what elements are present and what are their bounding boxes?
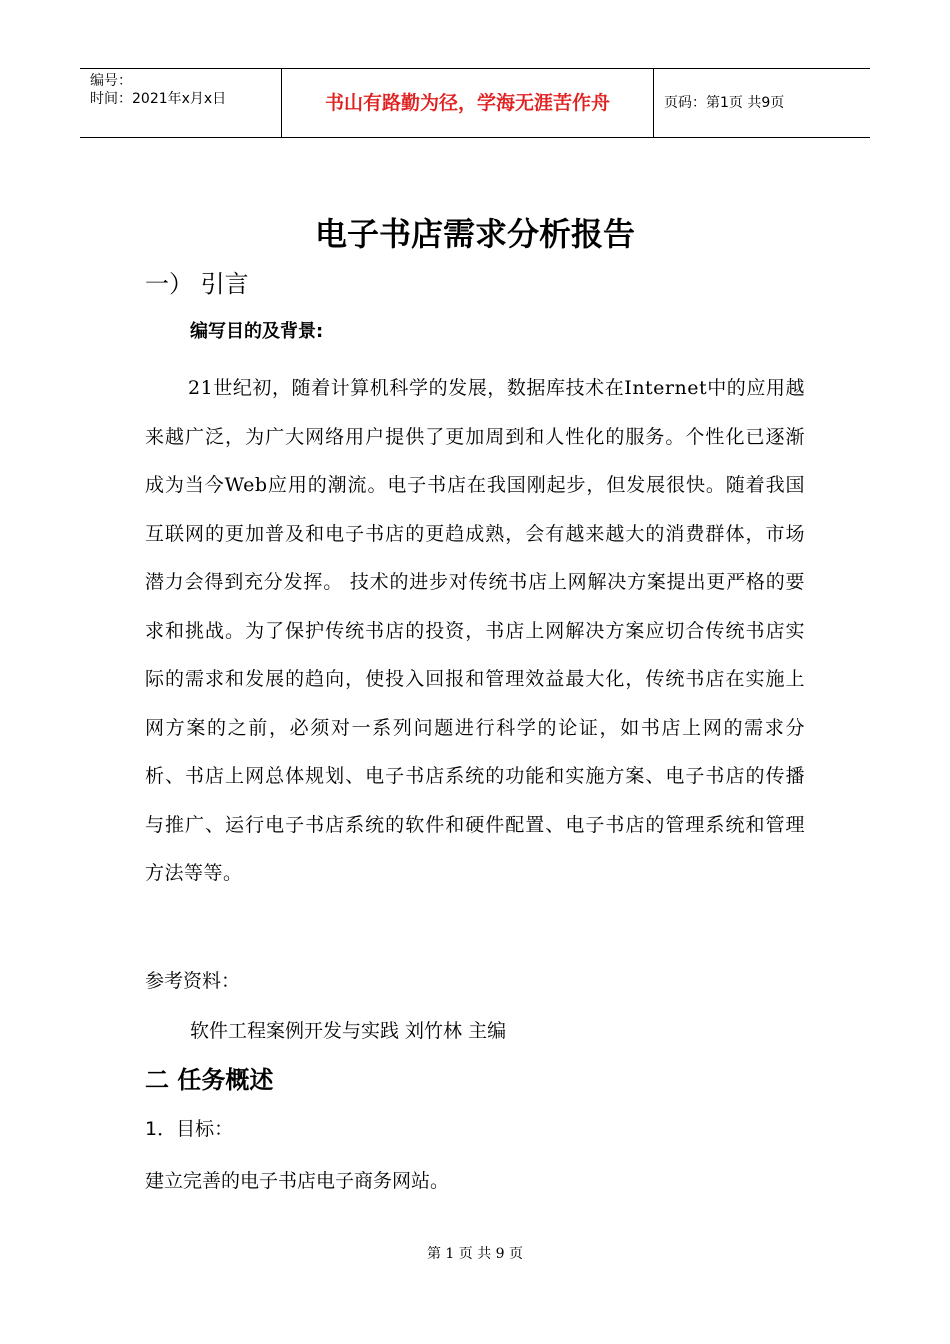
header-time-label: 时间：2021年x月x日 (90, 91, 227, 107)
header-number-label: 编号： (90, 73, 132, 89)
section-heading-task-overview: 二 任务概述 (145, 1066, 274, 1094)
header-meta (80, 69, 282, 137)
references-label: 参考资料： (145, 970, 241, 992)
subheading-purpose-background: 编写目的及背景: (190, 321, 324, 342)
reference-item: 软件工程案例开发与实践 刘竹林 主编 (190, 1020, 507, 1042)
header-page-info: 页码：第1页 共9页 (664, 95, 785, 111)
goal-label: 1．目标： (145, 1118, 234, 1140)
header-motto: 书山有路勤为径，学海无涯苦作舟 (282, 69, 654, 137)
page-header (80, 68, 870, 138)
body-paragraph: 21世纪初，随着计算机科学的发展，数据库技术在Internet中的应用越来越广泛，为广大网络用户提供了更加周到和人性化的服务。个性化已逐渐成为当今Web应用的潮流。电子书店在我国刚起步，但发展很快。随着我国互联网的更加普及和电子书店的更趋成熟，会有越来越大的消费群体，市场潜力会得到充分发挥。 技术的进步对传统书店上网解决方案提出更严格的要求和挑战。为了保护传统书店的投资，书店上网解决方案应切合传统书店实际的需求和发展的趋向，使投入回报和管理效益最大化，传统书店在实施上网方案的之前，必须对一系列问题进行科学的论证，如书店上网的需求分析、书店上网总体规划、电子书店系统的功能和实施方案、电子书店的传播与推广、运行电子书店系统的软件和硬件配置、电子书店的管理系统和管理方法等等。 (145, 377, 805, 884)
goal-text: 建立完善的电子书店电子商务网站。 (145, 1170, 450, 1192)
document-title: 电子书店需求分析报告 (314, 215, 635, 253)
section-heading-introduction: 一） 引言 (145, 270, 249, 298)
page-footer: 第 1 页 共 9 页 (426, 1246, 524, 1262)
